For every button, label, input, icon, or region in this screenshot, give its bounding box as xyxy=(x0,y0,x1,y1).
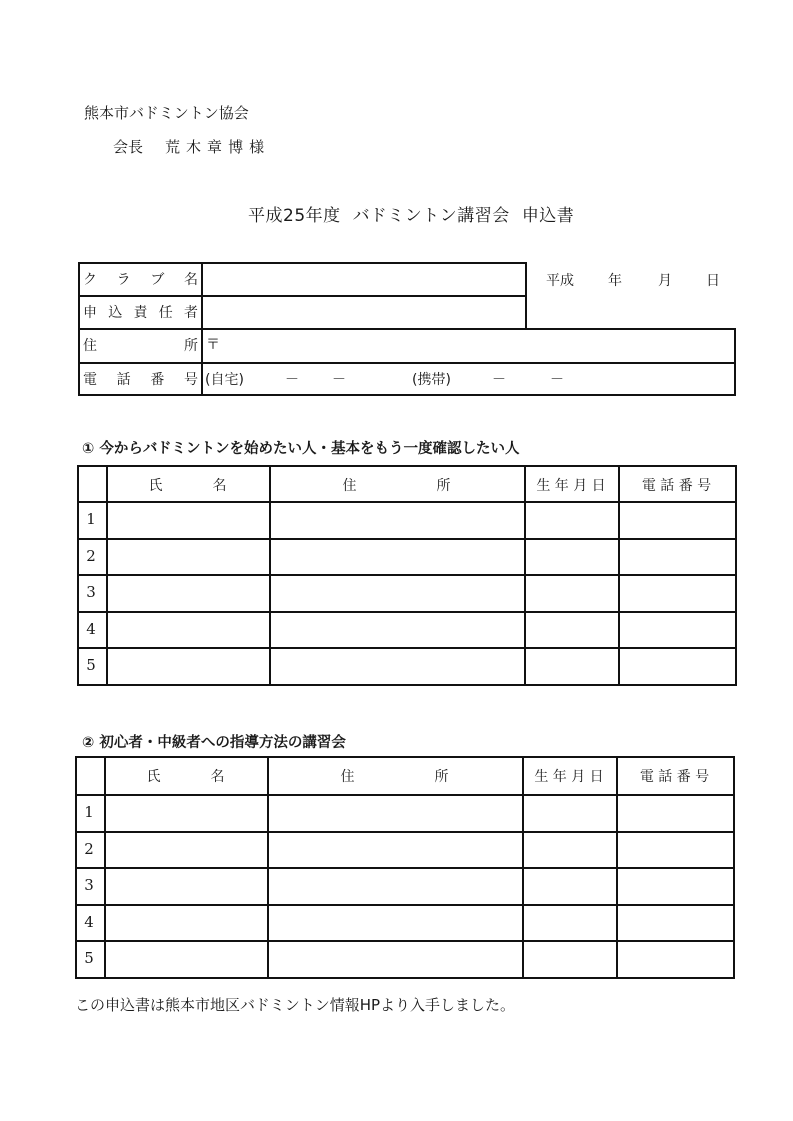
phone-dash: － xyxy=(285,372,299,388)
table-border xyxy=(269,465,271,686)
row-number: 3 xyxy=(84,876,94,895)
responsible-person-label xyxy=(83,302,198,322)
address-field[interactable] xyxy=(272,541,523,573)
name-char: 木 xyxy=(186,138,202,156)
home-phone-field[interactable] xyxy=(255,365,405,393)
label-char: 者 xyxy=(184,305,198,321)
label-char: 込 xyxy=(108,305,123,321)
phone-field[interactable] xyxy=(621,650,734,682)
document-title xyxy=(248,201,574,226)
table-border xyxy=(733,756,735,979)
table-border xyxy=(201,262,203,396)
birthdate-field[interactable] xyxy=(525,797,615,829)
section-title: ② 初心者・中級者への指導方法の講習会 xyxy=(82,735,346,751)
birthdate-field[interactable] xyxy=(527,577,617,609)
header-char: 名 xyxy=(212,478,227,494)
column-header-address xyxy=(267,766,522,786)
label-char: 号 xyxy=(183,372,198,388)
birthdate-field[interactable] xyxy=(527,614,617,646)
row-number: 4 xyxy=(84,912,94,931)
column-header-phone: 電 話 番 号 xyxy=(641,478,712,494)
birthdate-field[interactable] xyxy=(525,834,615,866)
row-number: 4 xyxy=(86,619,96,638)
table-border xyxy=(78,362,736,364)
name-field[interactable] xyxy=(107,943,266,975)
row-number: 2 xyxy=(84,839,94,858)
header-char: 住 xyxy=(342,478,357,494)
address-field[interactable] xyxy=(270,797,521,829)
birthdate-field[interactable] xyxy=(525,943,615,975)
table-border xyxy=(618,465,620,686)
address-label xyxy=(83,335,198,355)
phone-field[interactable] xyxy=(621,614,734,646)
address-field[interactable] xyxy=(270,943,521,975)
birthdate-field[interactable] xyxy=(527,650,617,682)
label-char: ブ xyxy=(150,272,165,288)
date-day-unit: 日 xyxy=(706,273,720,289)
phone-field[interactable] xyxy=(619,907,732,939)
date-month-unit: 月 xyxy=(658,273,672,289)
table-border xyxy=(78,295,527,297)
header-char: 氏 xyxy=(146,769,161,785)
name-field[interactable] xyxy=(107,797,266,829)
table-border xyxy=(75,756,77,979)
column-header-address xyxy=(269,475,524,495)
table-border xyxy=(77,465,737,467)
date-era: 平成 xyxy=(546,273,574,289)
table-border xyxy=(267,756,269,979)
title-year: 平成25年度 xyxy=(248,206,341,226)
birthdate-field[interactable] xyxy=(527,504,617,536)
addressee-president xyxy=(113,136,270,157)
honorific: 様 xyxy=(249,138,265,156)
title-form-type: 申込書 xyxy=(521,206,575,226)
phone-field[interactable] xyxy=(621,541,734,573)
table-border xyxy=(77,465,79,686)
postal-mark: 〒 xyxy=(206,337,220,353)
table-border xyxy=(78,262,80,396)
section-title: ① 今からバドミントンを始めたい人・基本をもう一度確認したい人 xyxy=(82,441,520,457)
column-header-name xyxy=(104,766,267,786)
table-border xyxy=(524,465,526,686)
name-field[interactable] xyxy=(107,870,266,902)
title-event: バドミントン講習会 xyxy=(352,206,510,226)
header-char: 所 xyxy=(434,769,449,785)
name-char: 章 xyxy=(207,138,223,156)
table-border xyxy=(104,756,106,979)
label-char: ク xyxy=(83,272,97,288)
phone-field[interactable] xyxy=(619,870,732,902)
label-char: 住 xyxy=(83,338,97,354)
phone-field[interactable] xyxy=(621,504,734,536)
row-number: 5 xyxy=(86,656,96,675)
label-char: 名 xyxy=(183,272,198,288)
table-border xyxy=(75,867,735,869)
name-char: 荒 xyxy=(165,138,181,156)
label-char: 所 xyxy=(184,338,198,354)
table-border xyxy=(77,501,737,503)
label-char: 申 xyxy=(83,305,97,321)
table-border xyxy=(77,574,737,576)
address-field[interactable] xyxy=(272,650,523,682)
responsible-person-field[interactable] xyxy=(204,298,524,328)
label-char: ラ xyxy=(116,272,131,288)
name-field[interactable] xyxy=(109,614,268,646)
phone-field[interactable] xyxy=(619,943,732,975)
phone-field[interactable] xyxy=(619,834,732,866)
name-char: 博 xyxy=(228,138,244,156)
address-field[interactable] xyxy=(270,907,521,939)
address-field[interactable] xyxy=(270,870,521,902)
table-border xyxy=(77,611,737,613)
label-char: 責 xyxy=(133,305,148,321)
birthdate-field[interactable] xyxy=(527,541,617,573)
label-char: 話 xyxy=(116,372,131,388)
president-name xyxy=(165,138,270,156)
mobile-phone-field[interactable] xyxy=(462,365,732,393)
name-field[interactable] xyxy=(107,834,266,866)
phone-dash: － xyxy=(332,372,346,388)
name-field[interactable] xyxy=(109,541,268,573)
table-border xyxy=(75,756,735,758)
table-border xyxy=(75,977,735,979)
table-border xyxy=(522,756,524,979)
table-border xyxy=(78,394,736,396)
name-field[interactable] xyxy=(109,650,268,682)
column-header-birthdate: 生 年 月 日 xyxy=(536,478,606,494)
club-name-label xyxy=(83,269,198,289)
phone-field[interactable] xyxy=(619,797,732,829)
name-field[interactable] xyxy=(109,577,268,609)
president-role: 会長 xyxy=(113,138,144,156)
phone-number-label xyxy=(83,369,198,389)
club-name-field[interactable] xyxy=(204,265,524,295)
table-border xyxy=(75,904,735,906)
header-char: 住 xyxy=(340,769,355,785)
row-number: 1 xyxy=(86,510,96,528)
table-border xyxy=(78,262,527,264)
table-border xyxy=(616,756,618,979)
name-field[interactable] xyxy=(109,504,268,536)
label-char: 電 xyxy=(83,372,97,388)
column-header-birthdate: 生 年 月 日 xyxy=(534,769,604,785)
address-field[interactable] xyxy=(272,614,523,646)
table-border xyxy=(734,328,736,396)
phone-dash: － xyxy=(550,372,564,388)
label-char: 番 xyxy=(150,372,165,388)
table-border xyxy=(735,465,737,686)
row-number: 2 xyxy=(86,546,96,565)
header-char: 氏 xyxy=(148,478,163,494)
table-border xyxy=(525,262,527,330)
mobile-phone-label: (携帯) xyxy=(412,372,451,388)
address-field[interactable] xyxy=(272,577,523,609)
addressee-organization: 熊本市バドミントン協会 xyxy=(84,104,249,122)
label-char: 任 xyxy=(158,305,173,321)
table-border xyxy=(75,940,735,942)
table-border xyxy=(77,647,737,649)
column-header-phone: 電 話 番 号 xyxy=(639,769,710,785)
header-char: 所 xyxy=(436,478,451,494)
address-field[interactable] xyxy=(270,834,521,866)
table-border xyxy=(75,794,735,796)
phone-dash: － xyxy=(492,372,506,388)
table-border xyxy=(106,465,108,686)
phone-field[interactable] xyxy=(621,577,734,609)
footer-note: この申込書は熊本市地区バドミントン情報HPより入手しました。 xyxy=(75,996,516,1014)
date-year-unit: 年 xyxy=(608,273,622,289)
birthdate-field[interactable] xyxy=(525,870,615,902)
table-border xyxy=(78,328,736,330)
birthdate-field[interactable] xyxy=(525,907,615,939)
row-number: 5 xyxy=(84,949,94,968)
column-header-name xyxy=(106,475,269,495)
header-char: 名 xyxy=(210,769,225,785)
address-field[interactable] xyxy=(272,504,523,536)
home-phone-label: (自宅) xyxy=(205,372,244,388)
row-number: 3 xyxy=(86,583,96,602)
name-field[interactable] xyxy=(107,907,266,939)
table-border xyxy=(77,684,737,686)
address-field[interactable] xyxy=(222,331,732,362)
row-number: 1 xyxy=(84,803,94,821)
